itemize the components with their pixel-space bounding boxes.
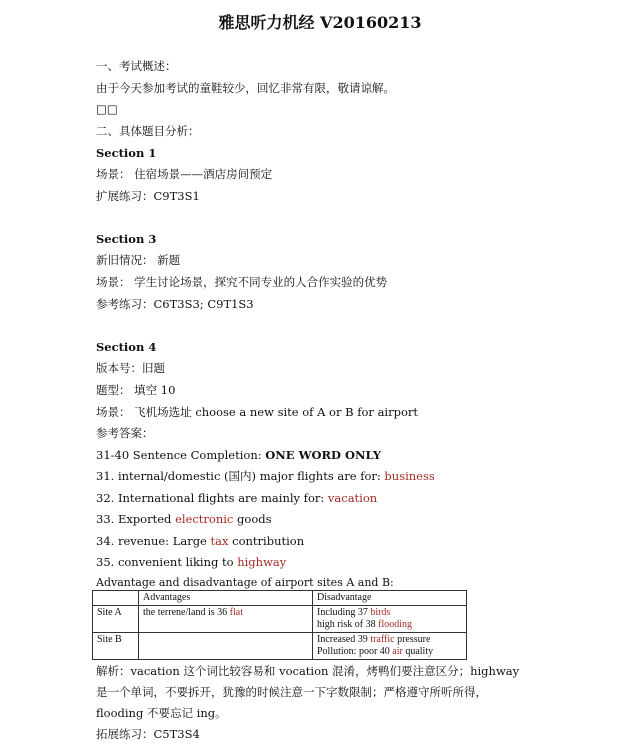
q33-answer: electronic — [175, 512, 234, 526]
question-33 — [96, 511, 272, 527]
overview-text: 由于今天参加考试的童鞋较少，回忆非常有限，敬请谅解。 — [96, 81, 395, 95]
page-title: 雅思听力机经 V20160213 — [218, 13, 422, 32]
analysis-heading: 二、具体题目分析： — [96, 124, 200, 138]
site-a-dis1-answer: birds — [370, 607, 391, 618]
table-header-advantages: Advantages — [139, 591, 313, 606]
section1-heading: Section 1 — [96, 146, 157, 160]
section4-scene-cn: 场景： 飞机场选址 — [96, 405, 196, 419]
q34-answer: tax — [210, 534, 229, 548]
section1-practice: 扩展练习：C9T3S1 — [96, 189, 200, 203]
site-b-dis-line-2 — [317, 646, 462, 658]
overview-heading: 一、考试概述： — [96, 59, 177, 73]
section4-scene-en: choose a new site of A or B for airport — [195, 405, 419, 419]
q31-prefix: 31. internal/domestic (国内) major flights are for: — [96, 469, 385, 483]
site-a-dis-line-1 — [317, 607, 462, 619]
table-row — [93, 591, 467, 606]
section1-scene: 场景： 住宿场景——酒店房间预定 — [96, 167, 273, 181]
table-cell-empty — [93, 591, 139, 606]
section4-version: 版本号：旧题 — [96, 361, 165, 375]
section4-type: 题型： 填空 10 — [96, 383, 176, 397]
section3-reference: 参考练习：C6T3S3; C9T1S3 — [96, 297, 254, 311]
section4-scene — [96, 404, 418, 420]
q35-prefix: 35. convenient liking to — [96, 555, 238, 569]
q34-suffix: contribution — [228, 534, 305, 548]
site-b-disadvantage — [313, 633, 467, 660]
question-32 — [96, 490, 377, 506]
site-b-dis1-answer: traffic — [370, 634, 395, 645]
completion-bold: ONE WORD ONLY — [265, 448, 382, 462]
question-31 — [96, 468, 435, 484]
q33-prefix: 33. Exported — [96, 512, 176, 526]
table-header-disadvantage: Disadvantage — [313, 591, 467, 606]
section3-scene: 场景： 学生讨论场景，探究不同专业的人合作实验的优势 — [96, 275, 388, 289]
site-b-dis-line-1 — [317, 634, 462, 646]
table-row — [93, 633, 467, 660]
site-a-dis1-prefix: Including 37 — [317, 607, 371, 618]
site-a-adv-answer: flat — [229, 607, 243, 618]
table-caption: Advantage and disadvantage of airport sites A and B: — [96, 576, 394, 589]
site-a-dis2-answer: flooding — [378, 619, 412, 630]
answers-heading: 参考答案： — [96, 426, 154, 440]
question-34 — [96, 533, 304, 549]
airport-sites-table — [92, 590, 467, 660]
section3-status: 新旧情况： 新题 — [96, 253, 181, 267]
question-35 — [96, 554, 286, 570]
completion-instruction — [96, 447, 381, 463]
site-a-advantage — [139, 606, 313, 633]
overview-marks: □□ — [96, 102, 118, 116]
site-a-dis-line-2 — [317, 619, 462, 631]
site-b-advantage — [139, 633, 313, 660]
site-b-dis2-suffix: quality — [402, 646, 434, 657]
site-a-disadvantage — [313, 606, 467, 633]
table-site-b: Site B — [93, 633, 139, 660]
section4-heading: Section 4 — [96, 340, 157, 354]
site-b-dis1-suffix: pressure — [394, 634, 431, 645]
section3-heading: Section 3 — [96, 232, 157, 246]
q32-prefix: 32. International flights are mainly for: — [96, 491, 328, 505]
section4-practice: 拓展练习：C5T3S4 — [96, 727, 200, 741]
site-a-adv-prefix: the terrene/land is 36 — [143, 607, 230, 618]
q32-answer: vacation — [327, 491, 378, 505]
site-b-dis2-answer: air — [392, 646, 403, 657]
q35-answer: highway — [237, 555, 287, 569]
q33-suffix: goods — [233, 512, 272, 526]
table-site-a: Site A — [93, 606, 139, 633]
site-b-dis1-prefix: Increased 39 — [317, 634, 371, 645]
q34-prefix: 34. revenue: Large — [96, 534, 211, 548]
q31-answer: business — [384, 469, 435, 483]
table-row — [93, 606, 467, 633]
completion-prefix: 31-40 Sentence Completion: — [96, 448, 266, 462]
site-a-dis2-prefix: high risk of 38 — [317, 619, 379, 630]
analysis-paragraph: 解析：vacation 这个词比较容易和 vocation 混淆，烤鸭们要注意区分；highway 是一个单词，不要拆开，犹豫的时候注意一下字数限制；严格遵守所听所得，flooding 不要忘记 ing。 — [96, 664, 520, 720]
site-b-dis2-prefix: Pollution: poor 40 — [317, 646, 393, 657]
